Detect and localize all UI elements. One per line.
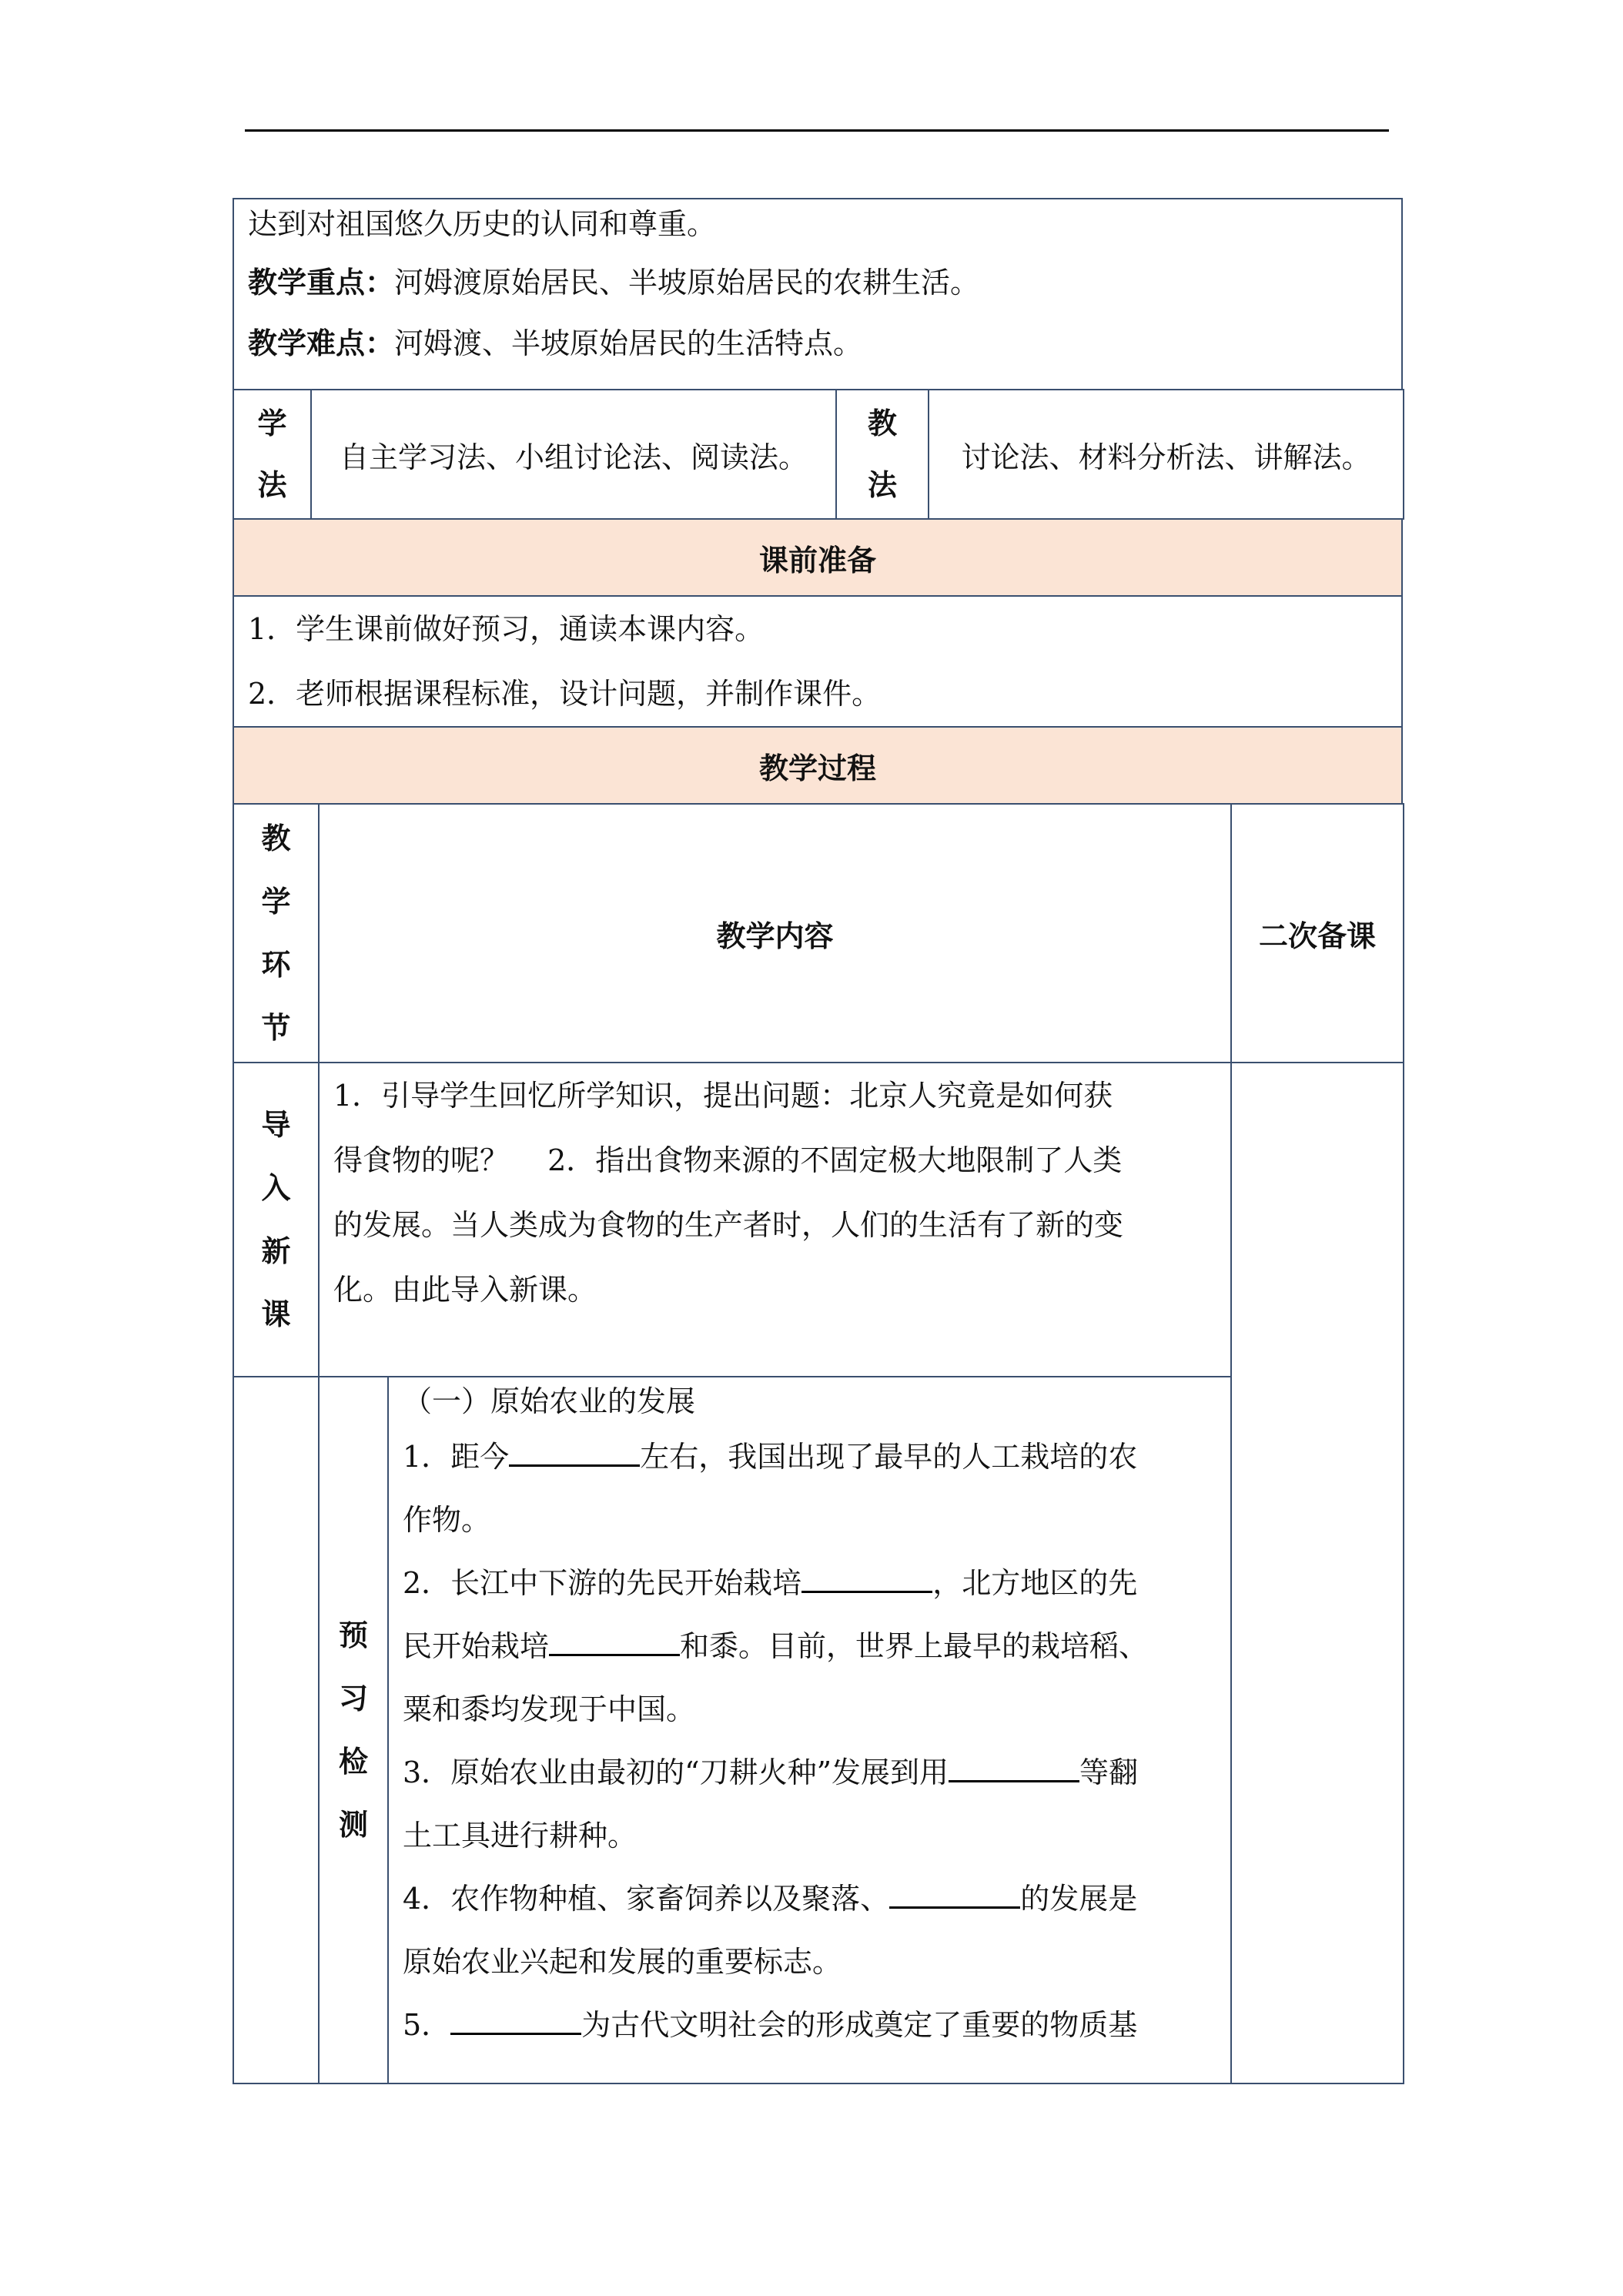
q3-text: 3．原始农业由最初的“刀耕火种”发展到用 — [403, 1755, 949, 1789]
question-2-end: 粟和黍均发现于中国。 — [403, 1692, 696, 1726]
study-label-char-2: 法 — [257, 467, 287, 502]
stage-column-header — [233, 804, 319, 1063]
study-label-char-1: 学 — [257, 406, 287, 440]
content-column-header: 教学内容 — [319, 804, 1231, 1063]
notes-column-header: 二次备课 — [1231, 804, 1404, 1063]
answer-blank — [509, 1438, 640, 1467]
q2-text: ，北方地区的先 — [932, 1566, 1138, 1600]
methods-table — [233, 389, 1404, 520]
question-3-cont: 土工具进行耕种。 — [403, 1819, 637, 1853]
q3-text: 等翻 — [1079, 1755, 1139, 1789]
answer-blank — [801, 1565, 932, 1593]
question-2-cont — [389, 1615, 1230, 1678]
prep-table — [233, 518, 1403, 805]
preview-heading: （一）原始农业的发展 — [403, 1384, 696, 1418]
q2-text: 和黍。目前，世界上最早的栽培稻、 — [680, 1629, 1149, 1663]
question-2 — [389, 1551, 1230, 1615]
preview-content — [388, 1377, 1231, 2083]
intro-cell — [233, 199, 1402, 390]
teach-label-char-1: 教 — [867, 406, 897, 440]
answer-blank — [889, 1880, 1020, 1909]
question-5 — [389, 1993, 1230, 2057]
lesson-plan-document — [233, 198, 1403, 2084]
prep-item-1: 1．学生课前做好预习，通读本课内容。 — [248, 612, 765, 646]
question-1 — [389, 1425, 1230, 1488]
prep-item-2: 2．老师根据课程标准，设计问题，并制作课件。 — [248, 677, 882, 711]
objective-continuation: 达到对祖国悠久历史的认同和尊重。 — [248, 207, 717, 241]
process-table — [233, 803, 1404, 2084]
q1-text: 1．距今 — [403, 1440, 510, 1474]
preview-label — [319, 1377, 388, 2083]
stage-header-char: 环 — [261, 947, 291, 982]
difficult-points-label: 教学难点： — [248, 326, 395, 360]
prep-title: 课前准备 — [233, 519, 1402, 596]
preview-label-char: 检 — [338, 1744, 368, 1779]
prep-items — [233, 596, 1402, 727]
intro-label-char: 导 — [261, 1107, 291, 1142]
teach-method-label — [836, 390, 929, 519]
preview-label-char: 预 — [338, 1618, 368, 1652]
stage-header-char: 节 — [261, 1010, 291, 1045]
stage-empty-cell — [233, 1377, 319, 2083]
q4-text: 的发展是 — [1020, 1882, 1138, 1916]
preview-label-char: 习 — [338, 1681, 368, 1715]
q2-text: 民开始栽培 — [403, 1629, 550, 1663]
intro-new-label — [233, 1063, 319, 1377]
intro-line-4: 化。由此导入新课。 — [333, 1273, 597, 1307]
answer-blank — [450, 2006, 581, 2035]
intro-label-char: 新 — [261, 1233, 291, 1268]
intro-new-content — [319, 1063, 1231, 1377]
intro-line-2: 得食物的呢？ 2．指出食物来源的不固定极大地限制了人类 — [333, 1143, 1123, 1177]
key-points-text: 河姆渡原始居民、半坡原始居民的农耕生活。 — [394, 266, 980, 300]
intro-label-char: 入 — [261, 1170, 291, 1205]
question-3 — [389, 1741, 1230, 1804]
process-title: 教学过程 — [233, 727, 1402, 804]
q4-text: 4．农作物种植、家畜饲养以及聚落、 — [403, 1882, 890, 1916]
intro-line-3: 的发展。当人类成为食物的生产者时，人们的生活有了新的变 — [333, 1208, 1124, 1242]
preview-label-char: 测 — [338, 1807, 368, 1842]
question-4 — [389, 1867, 1230, 1930]
stage-header-char: 教 — [261, 821, 291, 855]
teach-method-text: 讨论法、材料分析法、讲解法。 — [929, 390, 1404, 519]
difficult-points-text: 河姆渡、半坡原始居民的生活特点。 — [394, 326, 863, 360]
stage-header-char: 学 — [261, 884, 291, 919]
q5-text: 为古代文明社会的形成奠定了重要的物质基 — [581, 2008, 1138, 2042]
difficult-points — [234, 316, 1401, 370]
q2-text: 2．长江中下游的先民开始栽培 — [403, 1566, 802, 1600]
study-method-label — [233, 390, 311, 519]
intro-line-1: 1．引导学生回忆所学知识，提出问题：北京人究竟是如何获 — [333, 1079, 1113, 1113]
q5-text: 5． — [403, 2008, 451, 2042]
study-method-text: 自主学习法、小组讨论法、阅读法。 — [311, 390, 836, 519]
q1-text: 左右，我国出现了最早的人工栽培的农 — [640, 1440, 1138, 1474]
question-4-cont: 原始农业兴起和发展的重要标志。 — [403, 1945, 842, 1979]
intro-table — [233, 198, 1403, 390]
key-points — [234, 249, 1401, 316]
header-rule — [245, 129, 1389, 132]
key-points-label: 教学重点： — [248, 265, 395, 300]
answer-blank — [549, 1628, 680, 1656]
notes-cell — [1231, 1063, 1404, 2083]
teach-label-char-2: 法 — [867, 467, 897, 502]
question-1-cont: 作物。 — [403, 1503, 491, 1537]
answer-blank — [949, 1754, 1079, 1782]
intro-label-char: 课 — [261, 1297, 291, 1331]
